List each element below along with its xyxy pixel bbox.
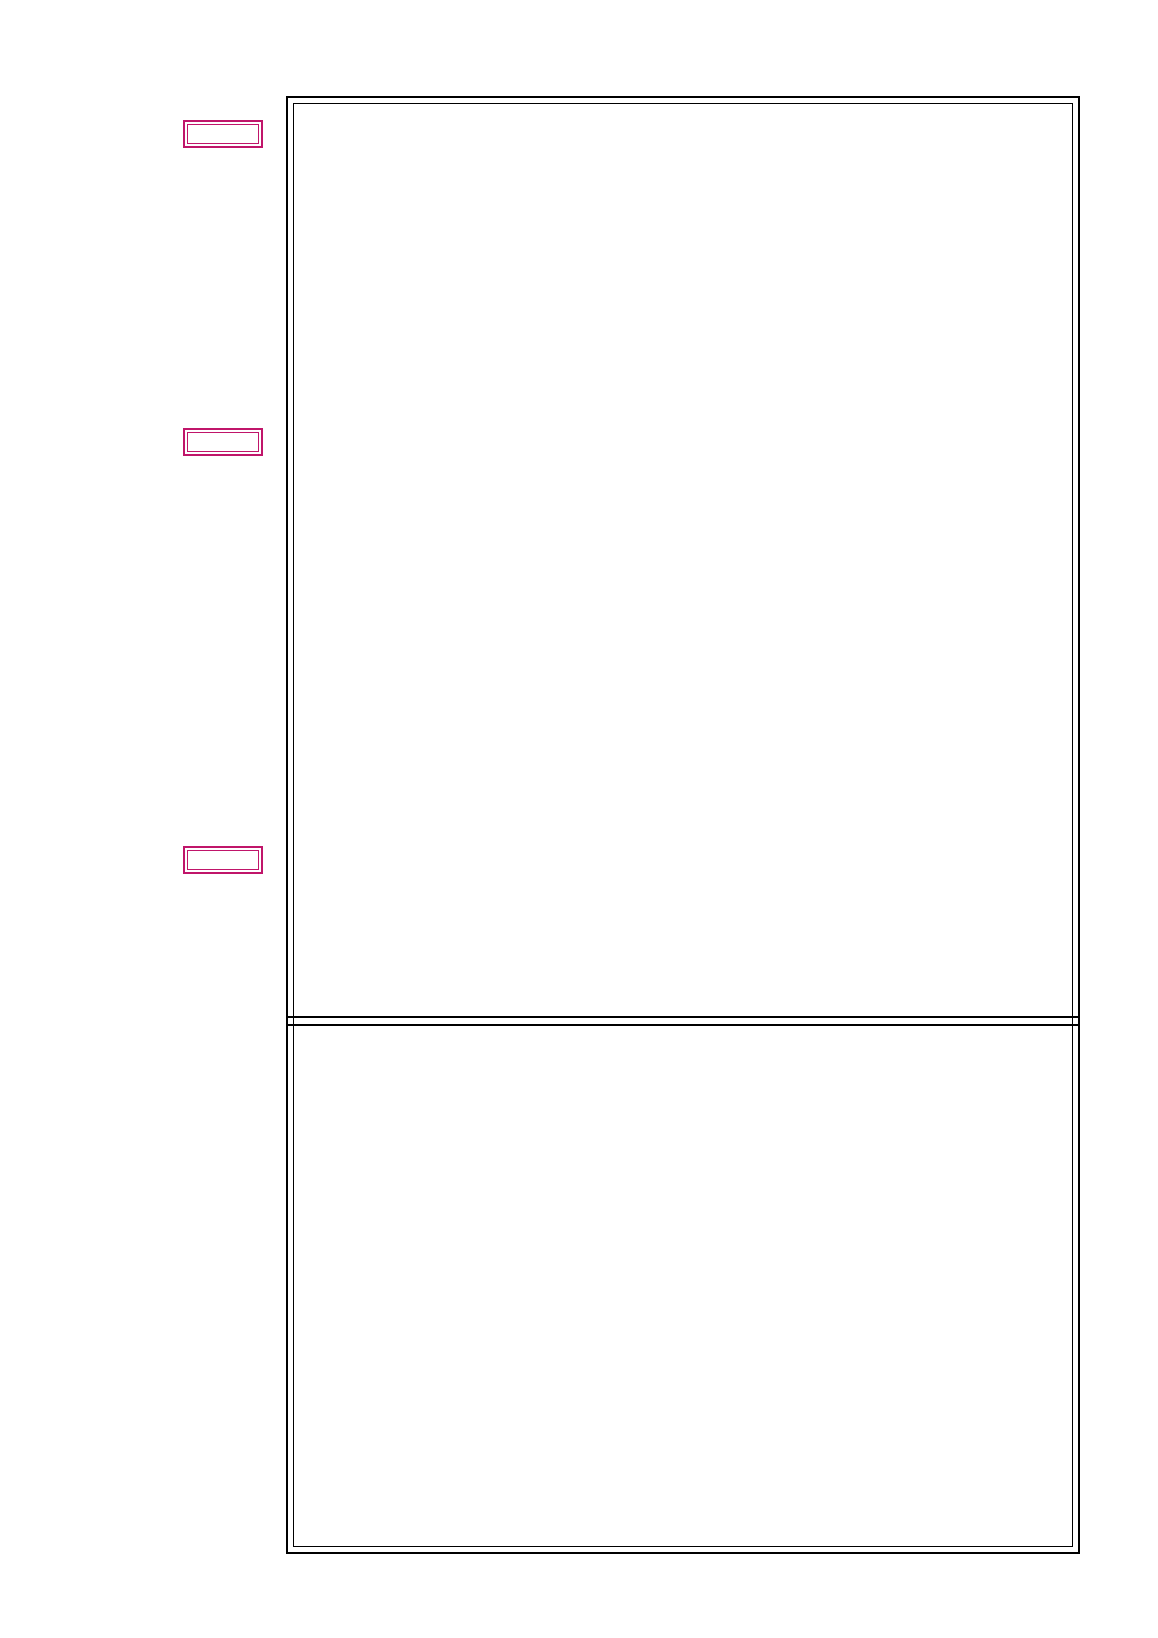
- section-divider: [286, 1016, 1080, 1026]
- hadith-number-box: [183, 120, 263, 148]
- page-frame-inner: [293, 103, 1073, 1547]
- hadith-number: [187, 124, 259, 144]
- hadith-number: [187, 432, 259, 452]
- hadith-number-box: [183, 846, 263, 874]
- page-frame: [286, 96, 1080, 1554]
- hadith-number-box: [183, 428, 263, 456]
- hadith-number: [187, 850, 259, 870]
